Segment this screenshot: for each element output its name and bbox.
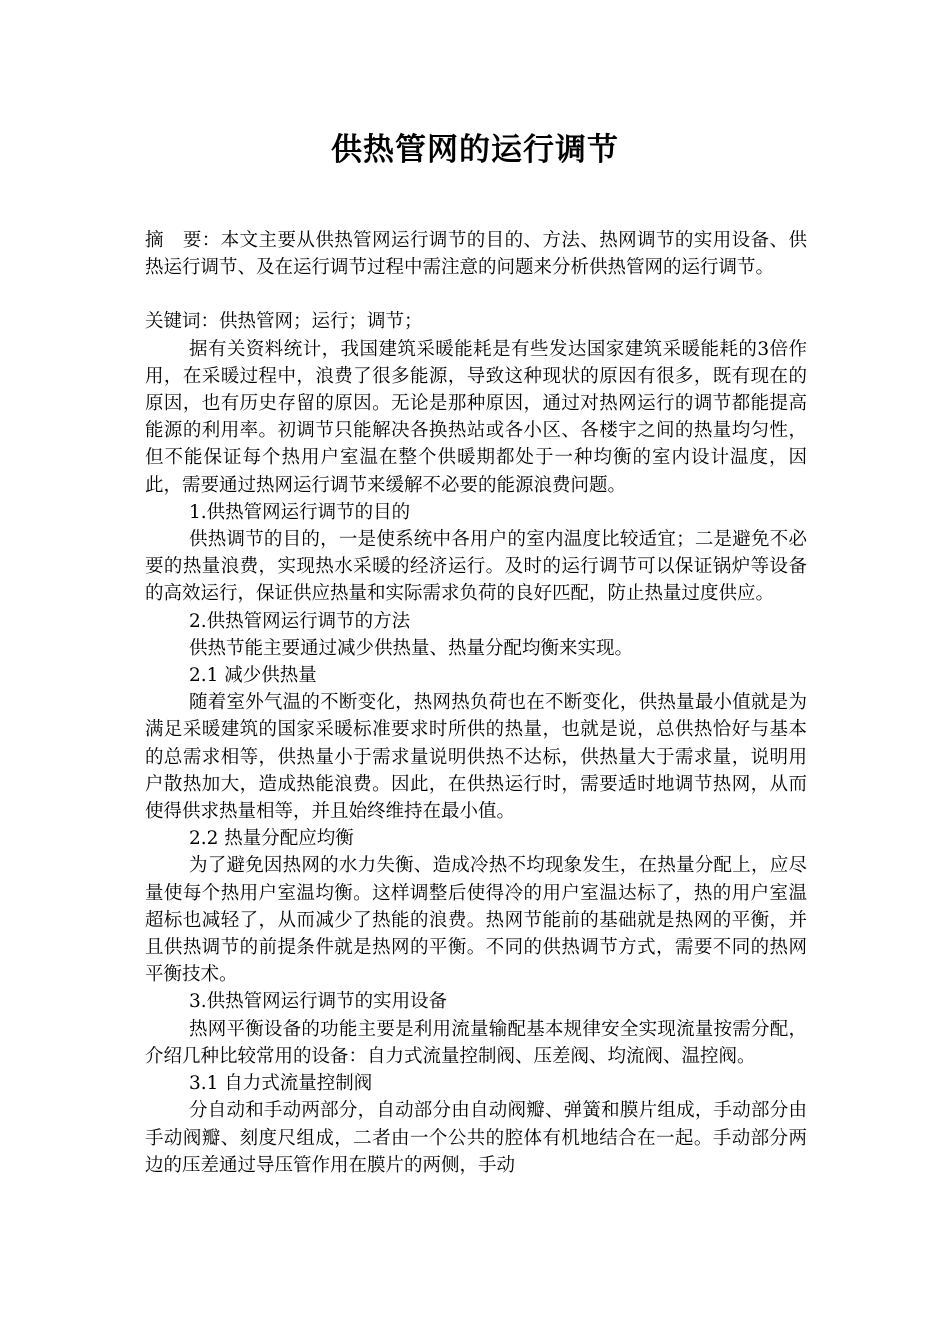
document-title: 供热管网的运行调节 <box>331 132 619 168</box>
section-heading: 2.供热管网运行调节的方法 <box>189 610 411 632</box>
paragraph-spacer <box>145 281 807 308</box>
document-body <box>145 227 807 1179</box>
body-paragraph: 据有关资料统计，我国建筑采暖能耗是有些发达国家建筑采暖能耗的3倍作用，在采暖过程中，浪费了很多能源，导致这种现状的原因有很多，既有现在的原因，也有历史存留的原因。无论是那种原因，通过对热网运行的调节都能提高能源的利用率。初调节只能解决各换热站或各小区、各楼宇之间的热量均匀性，但不能保证每个热用户室温在整个供暖期都处于一种均衡的室内设计温度，因此，需要通过热网运行调节来缓解不必要的能源浪费问题。 <box>145 338 807 496</box>
body-paragraph: 供热节能主要通过减少供热量、热量分配均衡来实现。 <box>189 637 634 659</box>
section-heading: 3.供热管网运行调节的实用设备 <box>189 991 448 1013</box>
body-paragraph: 热网平衡设备的功能主要是利用流量输配基本规律安全实现流量按需分配，介绍几种比较常用的设备：自力式流量控制阀、压差阀、均流阀、温控阀。 <box>145 1018 807 1067</box>
section-heading: 1.供热管网运行调节的目的 <box>189 501 411 523</box>
subsection-heading: 2.1 减少供热量 <box>189 665 317 687</box>
abstract-paragraph: 摘 要：本文主要从供热管网运行调节的目的、方法、热网调节的实用设备、供热运行调节、及在运行调节过程中需注意的问题来分析供热管网的运行调节。 <box>145 230 807 279</box>
subsection-heading: 2.2 热量分配应均衡 <box>189 828 354 850</box>
body-paragraph: 为了避免因热网的水力失衡、造成冷热不均现象发生，在热量分配上，应尽量使每个热用户室温均衡。这样调整后使得冷的用户室温达标了，热的用户室温超标也减轻了，从而减少了热能的浪费。热网节能前的基础就是热网的平衡，并且供热调节的前提条件就是热网的平衡。不同的供热调节方式，需要不同的热网平衡技术。 <box>145 855 807 986</box>
body-paragraph: 供热调节的目的，一是使系统中各用户的室内温度比较适宜；二是避免不必要的热量浪费，实现热水采暖的经济运行。及时的运行调节可以保证锅炉等设备的高效运行，保证供应热量和实际需求负荷的良好匹配，防止热量过度供应。 <box>145 529 807 605</box>
keywords-line: 关键词：供热管网；运行；调节； <box>145 311 423 333</box>
body-paragraph: 随着室外气温的不断变化，热网热负荷也在不断变化，供热量最小值就是为满足采暖建筑的国家采暖标准要求时所供的热量，也就是说，总供热恰好与基本的总需求相等，供热量小于需求量说明供热不达标，供热量大于需求量，说明用户散热加大，造成热能浪费。因此，在供热运行时，需要适时地调节热网，从而使得供求热量相等，并且始终维持在最小值。 <box>145 692 807 823</box>
subsection-heading: 3.1 自力式流量控制阀 <box>189 1073 373 1095</box>
body-paragraph: 分自动和手动两部分，自动部分由自动阀瓣、弹簧和膜片组成，手动部分由手动阀瓣、刻度尺组成，二者由一个公共的腔体有机地结合在一起。手动部分两边的压差通过导压管作用在膜片的两侧，手动 <box>145 1100 807 1176</box>
